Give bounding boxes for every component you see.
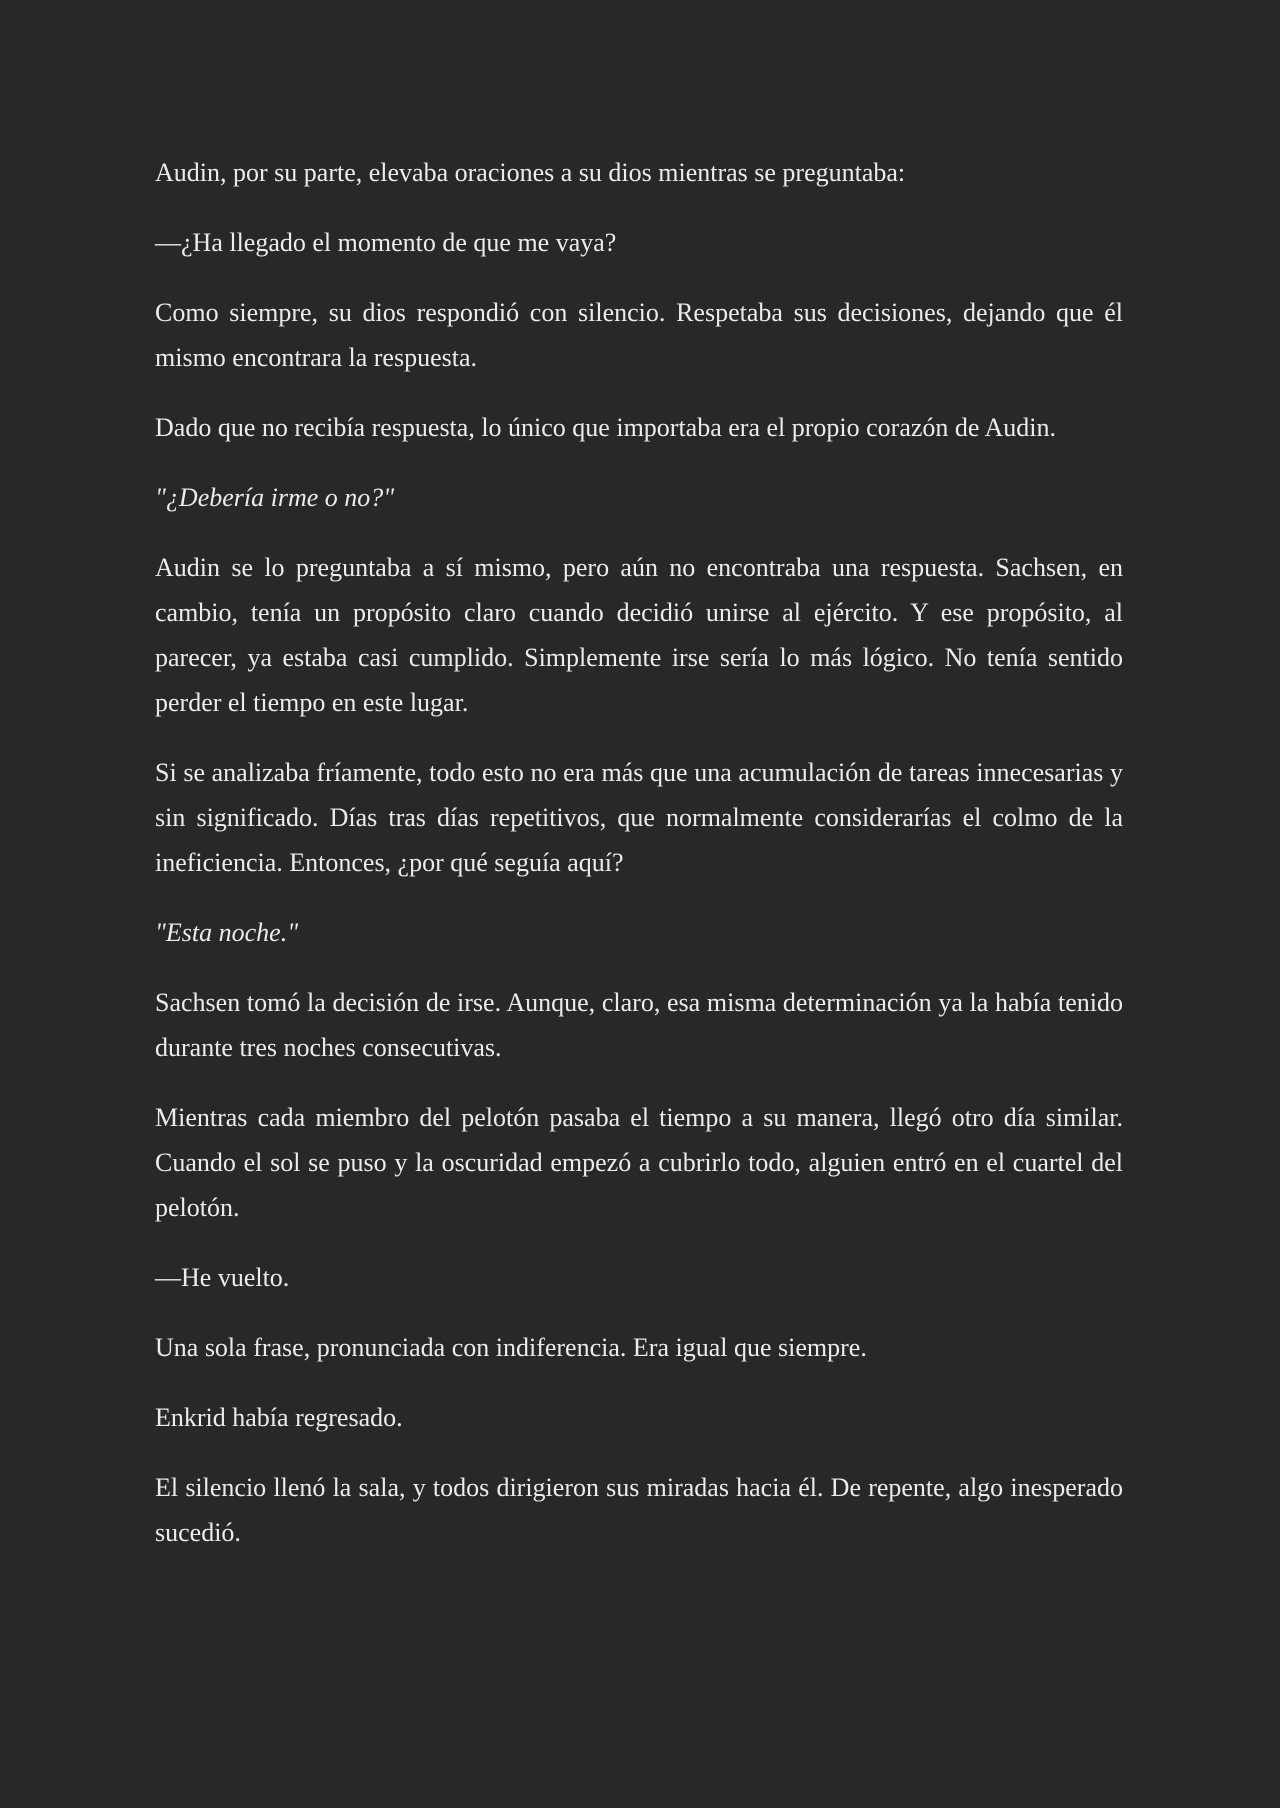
paragraph: Sachsen tomó la decisión de irse. Aunque, claro, esa misma determinación ya la había tenido durante tres noches consecutivas.	[155, 988, 1123, 1062]
thought-line: "Esta noche."	[155, 918, 299, 947]
paragraph: Como siempre, su dios respondió con silencio. Respetaba sus decisiones, dejando que él mismo encontrara la respuesta.	[155, 298, 1123, 372]
dialogue-line: —¿Ha llegado el momento de que me vaya?	[155, 228, 617, 257]
paragraph: Dado que no recibía respuesta, lo único que importaba era el propio corazón de Audin.	[155, 413, 1057, 442]
paragraph: Mientras cada miembro del pelotón pasaba el tiempo a su manera, llegó otro día similar. Cuando el sol se puso y la oscuridad empezó a cubrirlo todo, alguien entró en el cuartel del pelotón.	[155, 1103, 1123, 1222]
chapter-text	[155, 150, 1123, 1580]
paragraph: Una sola frase, pronunciada con indiferencia. Era igual que siempre.	[155, 1333, 867, 1362]
paragraph: Audin, por su parte, elevaba oraciones a su dios mientras se preguntaba:	[155, 158, 906, 187]
paragraph: Audin se lo preguntaba a sí mismo, pero aún no encontraba una respuesta. Sachsen, en cambio, tenía un propósito claro cuando decidió unirse al ejército. Y ese propósito, al parecer, ya estaba casi cumplido. Simplemente irse sería lo más lógico. No tenía sentido perder el tiempo en este lugar.	[155, 553, 1123, 717]
paragraph: El silencio llenó la sala, y todos dirigieron sus miradas hacia él. De repente, algo inesperado sucedió.	[155, 1473, 1123, 1547]
paragraph: Enkrid había regresado.	[155, 1403, 403, 1432]
dialogue-line: —He vuelto.	[155, 1263, 290, 1292]
paragraph: Si se analizaba fríamente, todo esto no era más que una acumulación de tareas innecesarias y sin significado. Días tras días repetitivos, que normalmente considerarías el colmo de la ineficiencia. Entonces, ¿por qué seguía aquí?	[155, 758, 1123, 877]
thought-line: "¿Debería irme o no?"	[155, 483, 395, 512]
